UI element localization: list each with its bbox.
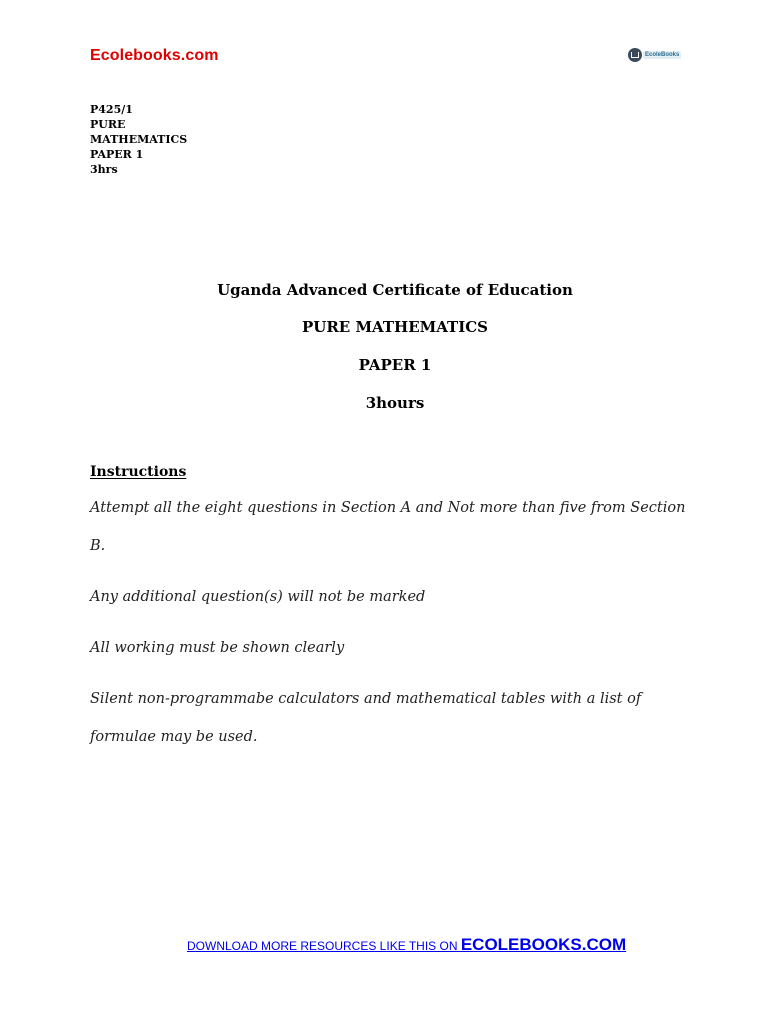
paper-duration: 3hrs xyxy=(90,163,118,176)
instruction-item: Any additional question(s) will not be marked xyxy=(90,589,426,605)
book-logo-icon xyxy=(628,48,642,62)
paper-title: PAPER 1 xyxy=(358,356,432,374)
logo-text: EcoleBooks xyxy=(645,52,680,58)
subject-title: PURE MATHEMATICS xyxy=(301,318,489,336)
paper-subject-line2: MATHEMATICS xyxy=(90,133,188,146)
instruction-item: Silent non-programmabe calculators and mathematical tables with a list of formulae may be used. xyxy=(90,691,642,745)
paper-code-block xyxy=(90,102,187,177)
paper-code: P425/1 xyxy=(90,103,133,116)
instruction-item: Attempt all the eight questions in Section A and Not more than five from Section B. xyxy=(90,500,686,554)
certificate-title: Uganda Advanced Certificate of Education xyxy=(217,281,573,299)
site-brand: Ecolebooks.com xyxy=(90,47,219,64)
paper-number: PAPER 1 xyxy=(90,148,144,161)
duration-title: 3hours xyxy=(365,394,425,412)
download-resources-link[interactable] xyxy=(187,935,626,955)
footer-link-site: ECOLEBOOKS.COM xyxy=(460,935,627,954)
paper-subject-line1: PURE xyxy=(90,118,126,131)
instructions-heading: Instructions xyxy=(90,464,187,480)
instruction-item: All working must be shown clearly xyxy=(90,640,345,656)
ecolebooks-logo xyxy=(628,47,678,63)
footer-link-prefix: DOWNLOAD MORE RESOURCES LIKE THIS ON xyxy=(187,939,461,953)
